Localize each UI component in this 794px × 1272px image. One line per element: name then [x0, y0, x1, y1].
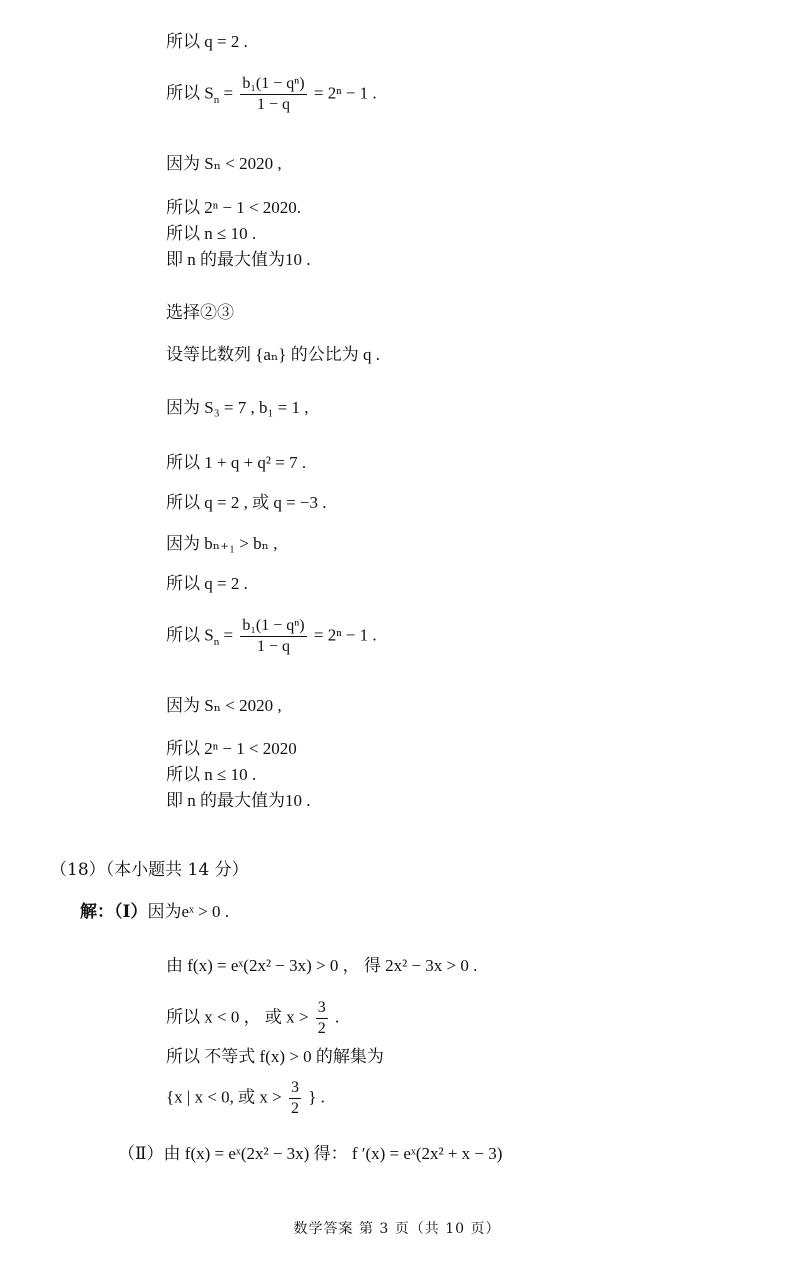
opt1-sum-fraction [240, 76, 306, 113]
opt1-max: 即 n 的最大值为10 . [166, 250, 311, 269]
opt23-setup: 设等比数列 {aₙ} 的公比为 q . [166, 345, 380, 364]
q18-solution-prefix: 所以 x < 0 ， 或 x > [166, 1007, 309, 1027]
q18-part2: （Ⅱ）由 f(x) = eˣ(2x² − 3x) 得： f ′(x) = eˣ(2x² + x − 3) [118, 1144, 503, 1163]
opt23-increasing: 因为 bₙ₊₁ > bₙ , [166, 534, 278, 553]
q18-part1-intro [80, 903, 229, 920]
opt1-sum-numerator: b₁(1 − qⁿ) [240, 76, 306, 95]
opt23-max: 即 n 的最大值为10 . [166, 791, 311, 810]
opt1-sum-prefix: 所以 S [166, 83, 214, 103]
opt23-sum-fraction [240, 618, 306, 655]
opt1-sum-sub: n [213, 93, 220, 106]
opt1-n-bound: 所以 n ≤ 10 . [166, 224, 257, 243]
opt23-condition: 因为 Sₙ < 2020 , [166, 696, 282, 715]
opt23-roots: 所以 q = 2 , 或 q = −3 . [166, 493, 327, 512]
opt23-sum-result: = 2ⁿ − 1 . [313, 625, 377, 645]
q18-set-prefix: {x | x < 0, 或 x > [166, 1087, 282, 1107]
q18-set-numerator: 3 [289, 1080, 301, 1099]
q18-f-condition: 由 f(x) = eˣ(2x² − 3x) > 0 ， 得 2x² − 3x > 0 . [166, 956, 478, 975]
opt23-n-bound: 所以 n ≤ 10 . [166, 765, 257, 784]
opt23-inequality: 所以 2ⁿ − 1 < 2020 [166, 739, 297, 758]
opt23-heading: 选择②③ [166, 303, 234, 323]
opt1-sum-result: = 2ⁿ − 1 . [313, 83, 377, 103]
q18-solution-numerator: 3 [316, 1000, 328, 1019]
opt1-q-line: 所以 q = 2 . [166, 32, 248, 51]
q18-set-end: } . [308, 1087, 325, 1107]
q18-part1-label: 解：（Ⅰ） [80, 902, 148, 921]
q18-solution-fraction [316, 1000, 328, 1037]
opt23-sum-denominator: 1 − q [256, 638, 290, 655]
opt23-sum-formula: 所以 $S_n$ = $\frac{\text{b₁(1 − qⁿ)}}{1 - q}$ = 2ⁿ − 1 . [166, 617, 377, 655]
q18-solution-end: . [334, 1007, 340, 1027]
q18-set-fraction [289, 1080, 301, 1117]
opt1-inequality: 所以 2ⁿ − 1 < 2020. [166, 198, 302, 217]
q18-set-intro: 所以 不等式 f(x) > 0 的解集为 [166, 1047, 384, 1066]
opt23-sum-prefix: 所以 S [166, 625, 214, 645]
page-footer: 数学答案 第 3 页（共 10 页） [293, 1221, 501, 1237]
q18-set-denominator: 2 [291, 1100, 299, 1117]
q18-part1-first: 因为eˣ > 0 . [147, 902, 229, 921]
q18-header: （18）（本小题共 14 分） [50, 860, 249, 880]
q18-solution [166, 1000, 339, 1037]
opt23-given: 因为 S₃ = 7 , b₁ = 1 , [166, 398, 309, 417]
opt23-sum-sub: n [213, 635, 220, 648]
q18-solution-set [166, 1080, 325, 1117]
opt23-q-line: 所以 q = 2 . [166, 574, 248, 593]
q18-solution-denominator: 2 [317, 1020, 326, 1037]
opt23-sum-numerator: b₁(1 − qⁿ) [240, 618, 306, 637]
opt23-equation: 所以 1 + q + q² = 7 . [166, 453, 307, 472]
opt1-sum-denominator: 1 − q [256, 96, 290, 113]
opt1-condition: 因为 Sₙ < 2020 , [166, 154, 282, 173]
opt1-sum-formula: 所以 $S_n$ = $\frac{\text{b₁(1 − qⁿ)}}{1 - q}$ = 2ⁿ − 1 . [166, 75, 377, 113]
